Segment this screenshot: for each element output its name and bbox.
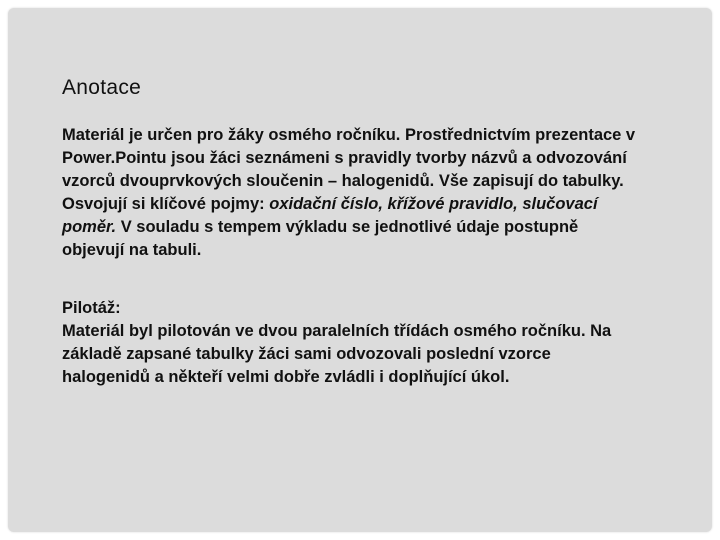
annotation-line [62,216,702,239]
pilot-line: halogenidů a někteří velmi dobře zvládli i doplňující úkol. [62,368,510,386]
slide [8,8,712,532]
annotation-line: objevují na tabuli. [62,241,202,259]
annotation-paragraph [62,124,702,262]
annotation-line [62,193,702,216]
slide-title: Anotace [62,76,142,99]
pilot-paragraph [62,297,702,389]
pilot-line: základě zapsané tabulky žáci sami odvozovali poslední vzorce [62,345,551,363]
key-terms: oxidační číslo, křížové pravidlo, slučovací [269,195,598,213]
annotation-line: Power.Pointu jsou žáci seznámeni s pravidly tvorby názvů a odvozování [62,149,627,167]
key-terms-end: poměr. [62,218,117,236]
annotation-text: V souladu s tempem výkladu se jednotlivé údaje postupně [116,218,579,236]
annotation-line: Materiál je určen pro žáky osmého ročníku. Prostřednictvím prezentace v [62,126,636,144]
annotation-line: vzorců dvouprvkových sloučenin – halogenidů. Vše zapisují do tabulky. [62,172,624,190]
pilot-line: Materiál byl pilotován ve dvou paralelních třídách osmého ročníku. Na [62,322,612,340]
annotation-text: Osvojují si klíčové pojmy: [62,195,270,213]
pilot-heading: Pilotáž: [62,299,121,317]
